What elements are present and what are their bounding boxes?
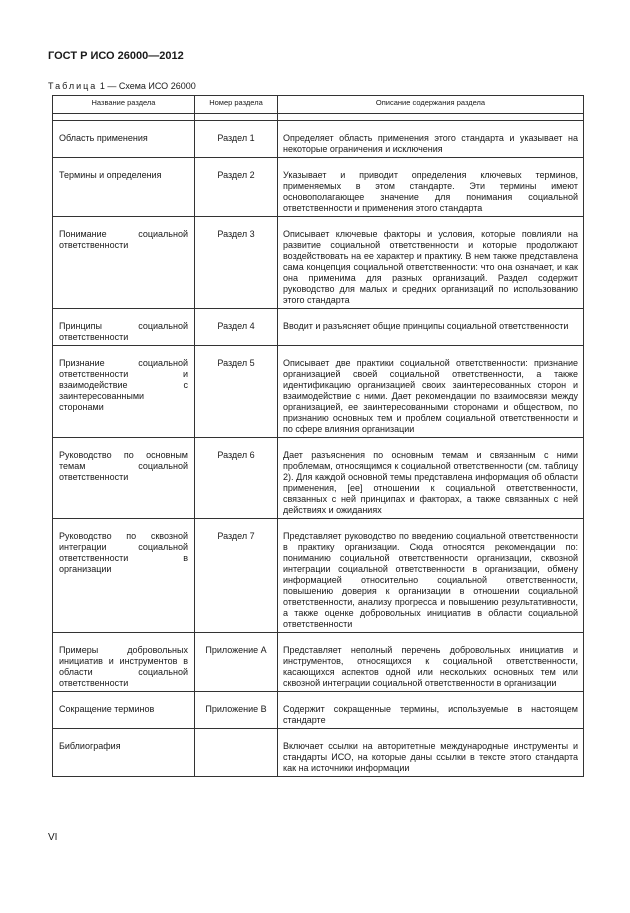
section-name-cell: Признание социальной ответственности и взаимодействие с заинтересованными сторонами (53, 346, 195, 438)
section-name-cell: Руководство по основным темам социальной ответственности (53, 438, 195, 519)
section-name-cell: Понимание социальной ответственности (53, 217, 195, 309)
table-caption (48, 81, 196, 91)
section-description-cell: Указывает и приводит определения ключевых терминов, применяемых в этом стандарте. Эти термины имеют основополагающее значение для понимания социальной ответственности и применения этого стандарта (278, 158, 584, 217)
section-number-cell: Раздел 1 (195, 121, 278, 158)
section-number-cell: Раздел 6 (195, 438, 278, 519)
column-header-name: Название раздела (53, 96, 195, 114)
section-name-cell: Сокращение терминов (53, 692, 195, 729)
section-description-cell: Содержит сокращенные термины, используемые в настоящем стандарте (278, 692, 584, 729)
section-description-cell: Описывает ключевые факторы и условия, которые повлияли на развитие социальной ответственности и которые продолжают воздействовать на ее характер и практику. В нем также представлена сама концепция социальной ответственности: что она означает, и как она применима для разных организаций. Раздел содержит руководство для малых и средних организаций по использованию этого стандарта (278, 217, 584, 309)
table-header-row (53, 96, 584, 114)
table-caption-label: Таблица (48, 81, 98, 91)
table-row (53, 438, 584, 519)
section-number-cell: Раздел 7 (195, 519, 278, 633)
section-description-cell: Описывает две практики социальной ответственности: признание организацией своей социальной ответственности, а также идентификацию организацией своих заинтересованных сторон и взаимодействие с ними. Дает рекомендации по взаимосвязи между организацией, ее заинтересованными сторонами и обществом, по признанию основных тем и проблем социальной ответственности и по сфере влияния организации (278, 346, 584, 438)
table-caption-title: 1 — Схема ИСО 26000 (99, 81, 196, 91)
section-number-cell (195, 729, 278, 777)
section-name-cell: Библиография (53, 729, 195, 777)
section-name-cell: Примеры добровольных инициатив и инструментов в области социальной ответственности (53, 633, 195, 692)
section-number-cell: Приложение В (195, 692, 278, 729)
section-description-cell: Дает разъяснения по основным темам и связанным с ними проблемам, относящимся к социальной ответственности (см. таблицу 2). Для каждой основной темы представлена информация об области применения, [ее] отношении к социальной ответственности, связанных с ней принципах и факторах, а также связанных с ней действиях и ожиданиях (278, 438, 584, 519)
table-row (53, 346, 584, 438)
section-number-cell: Раздел 3 (195, 217, 278, 309)
section-description-cell: Включает ссылки на авторитетные международные инструменты и стандарты ИСО, на которые даны ссылки в тексте этого стандарта как на источники информации (278, 729, 584, 777)
section-name-cell: Термины и определения (53, 158, 195, 217)
column-header-description: Описание содержания раздела (278, 96, 584, 114)
column-header-number: Номер раздела (195, 96, 278, 114)
table-row (53, 692, 584, 729)
table-row (53, 519, 584, 633)
section-number-cell: Приложение А (195, 633, 278, 692)
section-name-cell: Принципы социальной ответственности (53, 309, 195, 346)
section-name-cell: Область применения (53, 121, 195, 158)
table-row (53, 121, 584, 158)
section-description-cell: Определяет область применения этого стандарта и указывает на некоторые ограничения и исключения (278, 121, 584, 158)
iso-scheme-table (52, 95, 584, 777)
table-row (53, 633, 584, 692)
section-number-cell: Раздел 5 (195, 346, 278, 438)
section-name-cell: Руководство по сквозной интеграции социальной ответственности в организации (53, 519, 195, 633)
table-row (53, 729, 584, 777)
section-description-cell: Представляет неполный перечень добровольных инициатив и инструментов, относящихся к социальной ответственности, касающихся аспектов одной или нескольких основных тем или сквозной интеграции социальной ответственности в организации (278, 633, 584, 692)
section-description-cell: Вводит и разъясняет общие принципы социальной ответственности (278, 309, 584, 346)
page-number: VI (48, 832, 58, 843)
table-row (53, 309, 584, 346)
section-description-cell: Представляет руководство по введению социальной ответственности в практику организации. Сюда относятся рекомендации по: пониманию социальной ответственности организации, сквозной интеграции социальной ответственности в организации, обмену информацией относительно социальной ответственности, повышению доверия к организации в отношении социальной ответственности, анализу прогресса и повышению результативности, а также оценке добровольных инициатив в области социальной ответственности (278, 519, 584, 633)
table-row (53, 158, 584, 217)
document-header: ГОСТ Р ИСО 26000—2012 (48, 50, 184, 62)
section-number-cell: Раздел 4 (195, 309, 278, 346)
section-number-cell: Раздел 2 (195, 158, 278, 217)
table-row (53, 217, 584, 309)
